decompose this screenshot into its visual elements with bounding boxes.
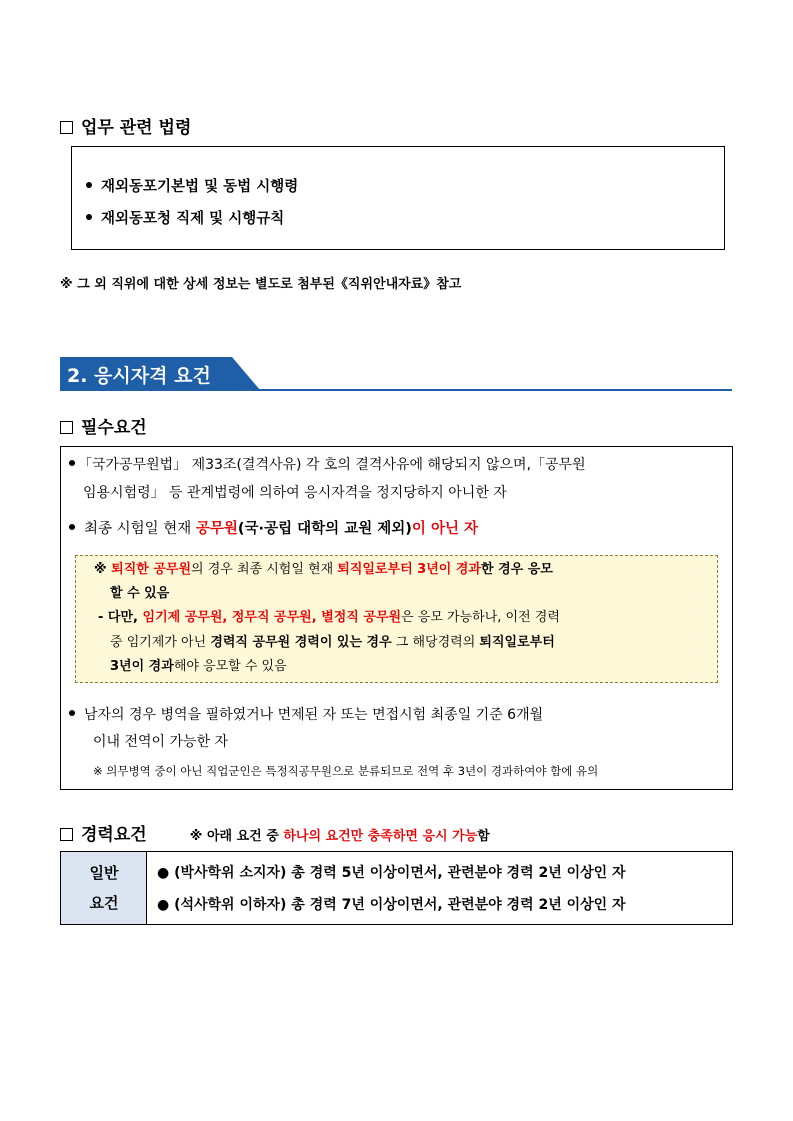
- requirement-item: 남자의 경우 병역을 필하였거나 면제된 자 또는 면접시험 최종일 기준 6개월: [69, 701, 543, 729]
- career-note: ※ 아래 요건 중 하나의 요건만 충족하면 응시 가능함: [189, 829, 490, 844]
- checkbox-square-icon: [60, 121, 73, 134]
- career-label-cell: [61, 852, 147, 924]
- military-note: ※ 의무병역 중이 아닌 직업군인은 특정직공무원으로 분류되므로 전역 후 3년이 경과하여야 함에 유의: [93, 764, 599, 778]
- laws-note: ※ 그 외 직위에 대한 상세 정보는 별도로 첨부된《직위안내자료》참고: [60, 277, 462, 292]
- requirement-item: 「국가공무원법」 제33조(결격사유) 각 호의 결격사유에 해당되지 않으며,「공무원: [69, 451, 586, 479]
- law-item: 재외동포청 직제 및 시행규칙: [86, 207, 284, 228]
- section-title-bar: [60, 357, 732, 393]
- law-item: 재외동포기본법 및 동법 시행령: [86, 175, 298, 196]
- career-label: 일반: [89, 864, 119, 882]
- laws-box: [71, 146, 725, 250]
- checkbox-square-icon: [60, 828, 73, 841]
- notice-line: 할 수 있음: [110, 586, 170, 601]
- bullet-icon: [69, 710, 75, 716]
- bullet-icon: [69, 524, 75, 530]
- notice-box: [75, 555, 718, 683]
- laws-heading: 업무 관련 법령: [60, 113, 191, 138]
- career-row: ● (박사학위 소지자) 총 경력 5년 이상이면서, 관련분야 경력 2년 이상인 자: [157, 865, 626, 881]
- notice-line: ※ 퇴직한 공무원의 경우 최종 시험일 현재 퇴직일로부터 3년이 경과한 경우 응모: [94, 562, 553, 577]
- requirement-item-cont: 이내 전역이 가능한 자: [93, 734, 229, 750]
- section-title-underline: [60, 389, 732, 391]
- career-heading: 경력요건: [60, 825, 147, 845]
- requirement-item-cont: 임용시험령」 등 관계법령에 의하여 응시자격을 정지당하지 아니한 자: [83, 485, 507, 501]
- required-box: [60, 446, 733, 790]
- checkbox-square-icon: [60, 421, 73, 434]
- notice-line: - 다만, 임기제 공무원, 정무직 공무원, 별정직 공무원은 응모 가능하나, 이전 경력: [98, 610, 560, 625]
- bullet-icon: [86, 214, 92, 220]
- bullet-icon: [69, 460, 75, 466]
- career-label: 요건: [89, 894, 119, 912]
- career-heading-row: [60, 820, 490, 845]
- career-row: ● (석사학위 이하자) 총 경력 7년 이상이면서, 관련분야 경력 2년 이상인 자: [157, 897, 626, 913]
- notice-line: 3년이 경과해야 응모할 수 있음: [110, 659, 287, 674]
- requirement-item: 최종 시험일 현재 공무원(국·공립 대학의 교원 제외)이 아닌 자: [69, 515, 478, 543]
- notice-line: 중 임기제가 아닌 경력직 공무원 경력이 있는 경우 그 해당경력의 퇴직일로부터: [110, 635, 555, 650]
- required-heading: 필수요건: [60, 413, 147, 438]
- section-title: 2. 응시자격 요건: [67, 365, 211, 387]
- bullet-icon: [86, 182, 92, 188]
- career-table: [60, 851, 733, 925]
